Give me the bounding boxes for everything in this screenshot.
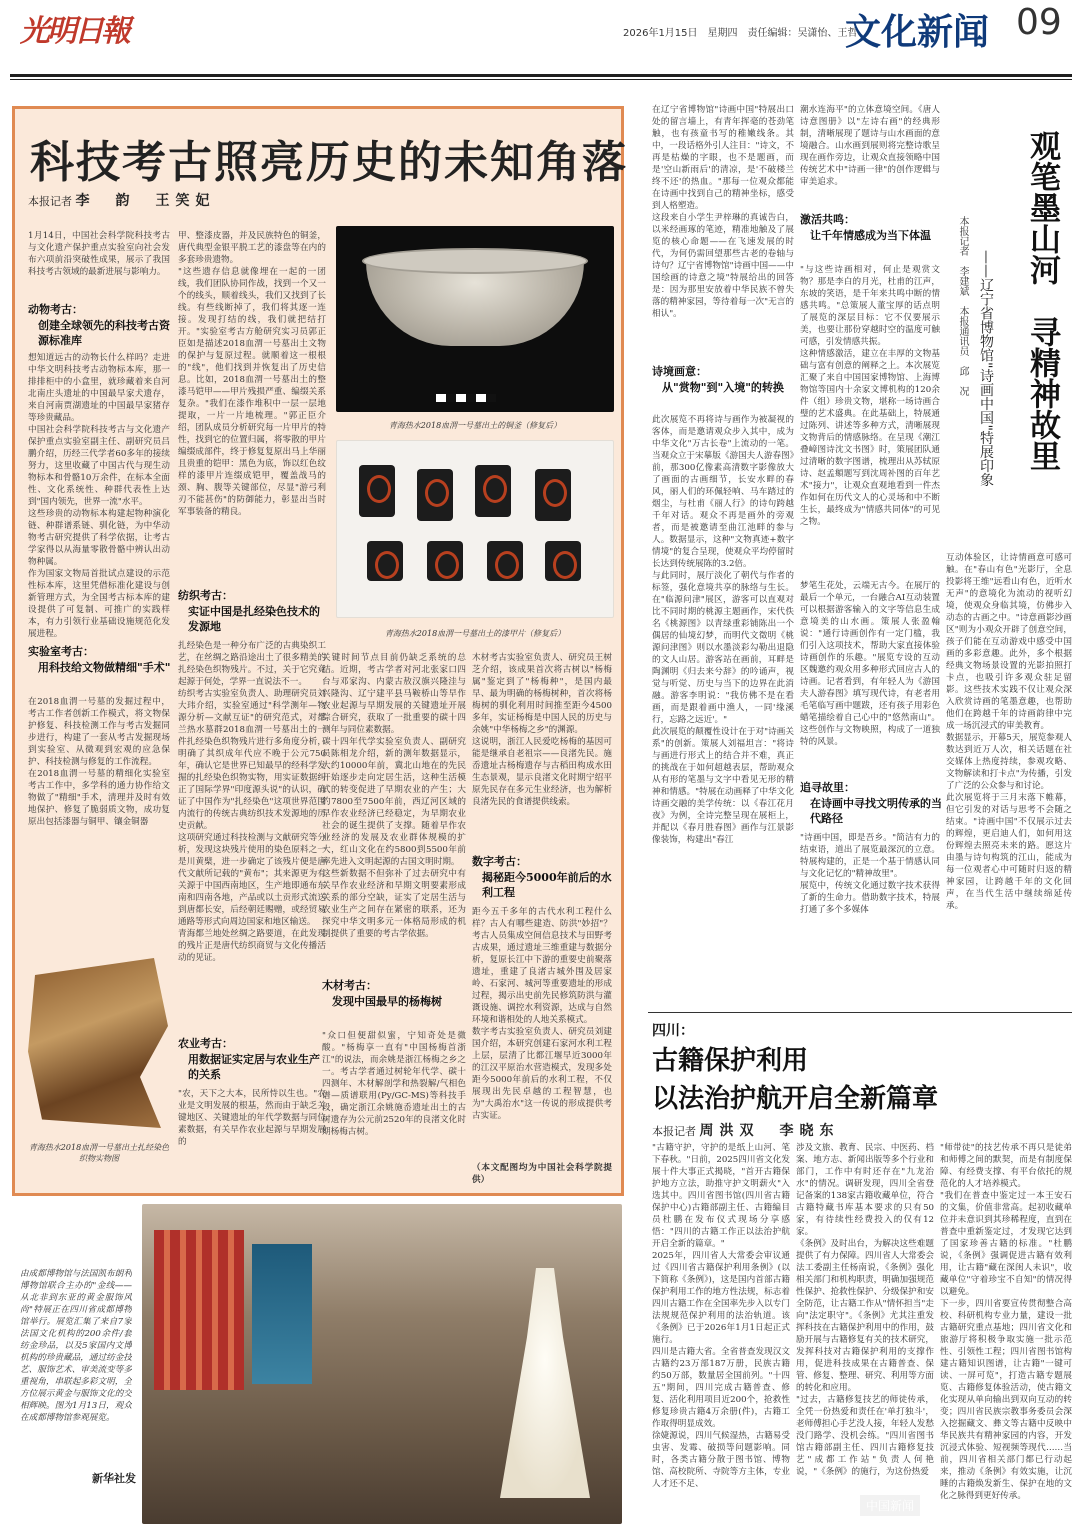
subheading-digital: 揭秘距今5000年前后的水利工程 [482, 871, 612, 899]
cauldron-rim [362, 248, 588, 274]
right-text-d: 互动体验区，让诗情画意可感可触。在"春山有色"光影厅，全息投影将王维"远看山有色，近听水无声"的意境化为流动的视听幻境，使观众身临其境，仿佛步入动态的古画之中。"诗意画影沙画区"则为小观众开辟了创意空间，孩子们能在互动游戏中感受中国画的多彩意趣。此外，多个根据经典文物场景设置的光影拍照打卡点，也吸引许多观众驻足留影。这些技术实践不仅让观众深入欣赏诗画的笔墨意趣，也帮助他们在跨越千年的诗画韵律中完成一场沉浸式的审美教育。 数据显示，开幕5天，展览参观人数达到近万人次，相关话题在社交媒体上热度持续，参观攻略、文物解读和打卡点"为传播，引发了广泛的公众参与和讨论。 此次展览将于三月末落下帷幕，但它引发的对话与思考不会随之结束。"诗画中国"不仅展示过去的辉煌，更启迪人们，如何用这份辉煌去照亮未来的路。愿这片由墨与诗句构筑的江山，能成为每一位观者心中可随时归返的精神家园，让跨越千年的文化回声，在当代生活中继续绵延传承。 [946, 553, 1072, 911]
armor-plate [487, 541, 523, 581]
right-heading-a2: 诗境画意： [652, 365, 707, 378]
byline-names: 周洪双 李晓东 [699, 1123, 840, 1139]
subheading-agri: 用数据证实定居与农业生产的关系 [188, 1053, 320, 1081]
lacquer-armor-photo [336, 440, 614, 618]
armor-plate [427, 541, 463, 581]
museum-exhibition-photo [142, 1204, 622, 1524]
section-title: 文化新闻 [845, 11, 990, 53]
byline-prefix: 本报记者 [28, 195, 72, 208]
heading-digital: 数字考古： [472, 855, 527, 868]
bottom-text-3: "师带徒"的技艺传承不再只是徒弟和师傅之间的默契，而是有制度保障、有经费支撑、有平台依托的规范化的人才培养模式。 "我们在普查中鉴定过一本王安石的文集，价值非常高。起初收藏单位并未意识到其珍稀程度，直到在普查中重新鉴定过，才发现它达到了国家珍善古籍的标准。"杜鹏说，《条例》强调促进古籍有效利用，让古籍"藏在深闺人未识"，收藏单位"守着珍宝不自知"的情况得以避免。 下一步，四川省要宣传贯彻整合高校、科研机构专业力量，建设一批古籍研究重点基地；四川省文化和旅游厅将积极争取实施一批示范性、引领性工程；四川省图书馆构建古籍知识图谱，让古籍"一键可读、一屏可览"，打造古籍专题展览、古籍修复体验活动，使古籍文化实现从单向输出到双向互动的转变；四川省民族宗教事务委员会深入挖掘藏文、彝文等古籍中反映中华民族共有精神家园的内容，开发沉浸式体验、短视频等现代……当前，四川省相关部门都已行动起来，推动《条例》有效实施，让沉睡的古籍焕发新生、保护在地的文化之脉得到更好传承。 [940, 1143, 1072, 1501]
bottom-article-title-1: 古籍保护利用 [652, 1046, 809, 1076]
text-animal: 想知道远古的动物长什么样吗？走进中华文明科技考古动物标本库，那一排排柜中的小盒里，就珍藏着来自河北南庄头遗址的中国最早家犬遗存，来自河南贾湖遗址的中国最早家猪存等珍贵藏品。 中国社会科学院科技考古与文化遗产保护重点实验室副主任、副研究员吕鹏介绍，历经三代学者60多年的接续努力，这里收藏了中国古代与现生动物标本和骨骼10万余件，在标本全面性、文化系统性、种群代表性上达到"国内领先，世界一流"水平。 这些珍贵的动物标本构建起物种演化链、种群谱系链、驯化链，为中华动物考古研究提供了科学依据，让考古学家得以从海量零散骨骼中辨认出动物种属。 作为国家文物局首批试点建设的示范性标本库，这里凭借标准化建设与创新管理方式，为全国考古标本库的建设提供了可复制、可推广的实践样本，有力引领行业基础设施规范化发展进程。 [28, 353, 170, 639]
caption-bowl: 青海热水2018血渭一号墓出土的铜釜（修复后） [388, 421, 562, 430]
text-textile: 扎经染色是一种分布广泛的古典染织工艺，在丝绸之路沿途出土了很多精美的扎经染色织物残片。不过，关于它究竟起源于何处，学界一直说法不一。 纺织考古实验室负责人、助理研究员刘大玮介绍，实验室通过"科学测年—物源分析—文献互证"的研究范式，对都兰热水墓群2018血渭一号墓出土的一件扎经染色织物残片进行多角度分析，明确了其织成年代应不晚于公元750年，确认它是世界已知最早的经科学发掘的扎经染色织物实物，用实证数据纠正了国际学界"印度源头说"的认识，确证了中国作为"扎经染色"这项世界范围内流行的传统古典纺织技术发源地的历史贡献。 这项研究通过科技检测与文献研究等分析，发现这块残片使用的染色原料之一是川黄檗，进一步确定了该残片便是唐代文献所记载的"黄布"；其来源更为有关源于中国西南地区，生产地即通布东南和四南各地，产品或以土贡形式流送到唐都长安，后经朝廷赐赠，或经贸易通路等形式向周边国家和地区输送。 青海都兰地处丝绸之路要道，在此发现的残片正是唐代纺织商贸与文化传播活动的见证。 [178, 641, 326, 963]
armor-plate [367, 541, 403, 581]
text-digital: 距今五千多年的古代水利工程什么样？古人有哪些建造、防洪"妙招"？考古人员集成空间信息技术与田野考古成果，通过遗址三维重建与数据分析，复原长江中下游的重要史前聚落遗址，重建了良渚古城外围及居家岭、石家河、城河等重要遗址的形成过程，揭示出史前先民修筑防洪与灌溉设施、调控水利资源，达成与自然环境和谐相处的人地关系模式。 数字考古实验室负责人、研究员刘建国介绍，本研究创建石家河水利工程上层，层清了比都江堰早近3000年的江汉平原治水营造模式，发现多处距今5000年前后的水利工程，不仅展现出先民卓越的工程智慧，也为"大禹治水"这一传说的形成提供考古实证。 [472, 907, 612, 1121]
right-article-subtitle: ——辽宁省博物馆"诗画中国"特展印象 [978, 250, 994, 487]
right-heading-b1: 激活共鸣： [800, 213, 855, 226]
bottom-article-byline [652, 1120, 840, 1140]
subheading-wood: 发现中国最早的杨梅树 [332, 995, 442, 1008]
armor-plate [359, 465, 395, 517]
right-text-b: 潮水连海平"的立体意境空间。《唐人诗意图册》以"左诗右画"的经典形制，清晰展现了题诗与山水画面的意境融合。山水画到展则将完整诗歌呈现在画作旁边，让观众直接领略中国传统艺术中"诗画一律"的创作逻辑与审美追求。 [800, 105, 940, 187]
scale-bar [436, 394, 496, 402]
right-article-title: 观笔墨山河 寻精神故里 [1024, 130, 1060, 471]
issue-meta: 2026年1月15日 星期四 责任编辑：吴潇怡、王哲 [623, 28, 858, 39]
feature-headline: 科技考古照亮历史的未知角落 [30, 137, 628, 188]
heading-wood: 木材考古： [322, 979, 377, 992]
white-dress-exhibit [500, 1268, 590, 1498]
heading-agri: 农业考古： [178, 1037, 233, 1050]
header-rule-thin [10, 79, 1072, 80]
bottom-text-2: 涉及文旅、教育、民宗、中医药、档案、地方志、新闻出版等多个行业和部门，工作中有时还存在"九龙治水"的情况。调研发现，四川全省登记备案的138家古籍收藏单位，符合古籍特藏书库基本要求的只有50家，有待续性经费投入的仅有12家。 《条例》及时出台，为解决这些难题提供了有力保障。四川省人大常委会法工委副主任杨南说，《条例》强化相关部门和机构职责，明确加强规范性保护、抢救性保护、分级保护和安全防范，让古籍工作从"情怀担当"走向"法定职守"。《条例》尤其注重发挥科技在古籍保护利用中的作用，鼓励开展与古籍修复有关的技术研究，发挥科技对古籍保护利用的支撑作用，促进科技成果在古籍普查、保管、修复、整理、研究、利用等方面的转化和应用。 "过去，古籍修复技艺的师徒传承，全凭一份热爱和责任在'单打独斗'，老师傅担心手艺没人接，年轻人发愁没门路学、没机会练。"四川省图书馆古籍部副主任、四川古籍修复技艺"成都工作站"负责人何艳说，"《条例》的施行，为这份热爱 [796, 1143, 934, 1477]
museum-photo-credit: 新华社发 [92, 1472, 136, 1485]
page-number: 09 [1016, 2, 1062, 43]
armor-plate [475, 465, 511, 517]
heading-animal: 动物考古： [28, 303, 83, 316]
red-robe-exhibit [154, 1230, 244, 1390]
feature-byline [28, 190, 216, 210]
byline-names: 李 韵 王笑妃 [75, 193, 216, 209]
bottom-article-title-2: 以法治护航开启全新篇章 [652, 1084, 939, 1114]
subheading-lab: 用科技给文物做精细"手术" [38, 661, 171, 674]
right-text-a: 在辽宁省博物馆"诗画中国"特展出口处的留言墙上，有青年挥毫的苍劲笔触，也有孩童书写的稚嫩线条。其中，一段话格外引人注目："诗文，不再是枯燥的字眼，也不是题画，而是'空山新雨后'的清凉，是'不破楼兰终不还'的热血。"那每一位观众都能在诗画中找到自己的精神坐标，感受到人格塑造。 这段来自小学生尹梓琳的真诚告白，以米经画琢的笔迹，精准地触及了展览的核心命题——在飞速发展的时代，为何仍需回望那些古老的卷轴与诗句？辽宁省博物馆"诗画中国——中国绘画的诗意之境"特展给出的回答是：因为那里安放着中华民族不曾失落的精神家园，等待着每一次"无言的相认"。 [652, 105, 794, 319]
heading-lab: 实验室考古： [28, 645, 94, 658]
right-heading-c2: 追寻故里： [800, 781, 855, 794]
right-subheading-a2: 从"赏物"到"入境"的转换 [662, 381, 784, 394]
watermark: 中国新闻 [860, 1495, 920, 1516]
bottom-article-rule [648, 1012, 1072, 1013]
byline-prefix: 本报记者 [652, 1125, 696, 1138]
blue-robe-exhibit [252, 1244, 312, 1384]
right-text-c: 梦笔生花处，云端无古今。在展厅的最后一个单元，一台融合AI互动装置可以根据游客输入的文字等信息生成意境美的山水画。策展人张盈翰说："通行诗画创作有一定门槛，我们引入这项技术，帮助大家直接体验诗画创作的乐趣。"展览专设的互动区魏邀约观众用多种形式回应古人的诗画。记者看到，有年轻人为《游国夫人游春图》填写现代诗，有老者用毛笔临写画中题跋，还有孩子用彩色蜡笔描绘着自己心中的"悠然南山"。这些创作与文物映照，构成了一道独特的风景。 [800, 581, 940, 747]
bottom-text-1: "古籍守护，守护的是纸上山河、笔下春秋。"日前，2025四川省文化发展十件大事正式揭晓，"首开古籍保护地方立法，助推守护文明薪火"入选其中。四川省图书馆(四川省古籍保护中心)古籍部副主任、古籍编目员杜鹏在发布仪式现场分享感悟："四川的古籍工作正以法治护航开启全新的篇章。" 2025年，四川省人大常委会审议通过《四川省古籍保护利用条例》(以下简称《条例》)，这是国内首部古籍保护利用工作的地方性法规，标志着四川古籍工作在全国率先步入以专门法规规范保护利用的法治轨道。该《条例》已于2026年1月1日起正式施行。 四川是古籍大省。全省普查发现汉文古籍约23万部187万册，民族古籍约50万部，数量居全国前列。"十四五"期间，四川完成古籍普查、修复、活化利用项目近200个，抢救性修复珍贵古籍4万余册(件)，古籍工作取得明显成效。 徐婕源说，四川气候湿热，古籍易受虫害、发霉、破损等问题影响。同时，各类古籍分散于图书馆、博物馆、高校院所、寺院等方主体，专业人才还不足、 [652, 1143, 790, 1489]
newspaper-masthead: 光明日報 [20, 14, 128, 49]
right-subheading-b1: 让千年情感成为当下体温 [810, 229, 931, 242]
museum-photo-caption: 由成都博物馆与法国凯布朗利博物馆联合主办的"金线——从北非到东亚的黄金服饰风尚"特展正在四川省成都博物馆举行。展览汇集了来自7家法国文化机构的200余件/套纺金珍品，以及5家国内文博机构的珍贵藏品，通过纺金技艺、服饰艺术、审美流变等多重视角，串联起多彩文明，全方位展示黄金与服饰文化的交相辉映。图为1月13日，观众在成都博物馆参观展览。 [20, 1269, 132, 1423]
text-lab: 在2018血渭一号墓的发掘过程中，考古工作者创新工作模式，将文物保护修复、科技检测工作与考古发掘同步进行，构建了一套从考古发掘现场到实验室、从微观到宏观的应急保护、科技检测与修复的工作流程。 在2018血渭一号墓的精细化实验室考古工作中，多学科的通力协作给文物做了"精细"手术，清理并及时有效地保护、修复了脆弱质文物，成功复原出包括漆器与铜甲、镶金铜器 [28, 697, 170, 827]
feature-intro: 1月14日，中国社会科学院科技考古与文化遗产保护重点实验室向社会发布六项前沿突破性成果，展示了我国科技考古领域的最新进展与影响力。 [28, 231, 170, 277]
right-subheading-c2: 在诗画中寻找文明传承的当代路径 [810, 797, 942, 825]
right-article-byline: 本报记者 李建斌 本报通讯员 邱 况 [957, 216, 968, 396]
bronze-cauldron-photo [336, 226, 614, 412]
right-text-a2: 此次展览不再将诗与画作为被凝视的客体，而是邀请观众步入其中，成为中华文化"万古长卷"上流动的一笔。当观众立于宋摹版《游国夫人游春图》前，那300亿像素高清数字影像放大了画面的古画细节，长安水畔的春风，丽人们的环佩轻响、马车踏过的烟尘，与杜甫《丽人行》的诗句跨越千年对话。观众不再是画外的旁观者，而是被邀请至曲江池畔的参与人。数据显示，这种"文物真迹+数字情境"的复合呈现，使观众平均停留时长达到传统展陈的3.2倍。 与此同时，展厅淡化了朝代与作者的标签，强化意境共享的脉络与生长。在"临源问津"展区，游客可以直观对比不同时期的桃源主题画作，宋代佚名《桃源图》以青绿重彩铺陈出一个偶居的仙境幻梦，而明代文徵明《桃源问津图》则以水墨淡彩勾勒出退隐的文人山居。游客站在画前，耳畔是陶渊明《归去来兮辞》的吟诵声，视觉与听觉、历史与当下的边界在此消融。游客李明说："我仿佛不是在看画，而是跟着画中渔人，一同'缘溪行，忘路之远近'。" 此次展览的颠覆性设计在于对"诗画关系"的创新。策展人刘福坦言："将诗与画进行形式上的结合并不难，真正的挑战在于如何超越表层，帮助观众从有形的笔墨与文字中看见无形的精神和情感。"特展在动画释了中华文化诗画交融的美学传统：以《春江花月夜》为例，全诗完整呈现在展柜上，并配以《春月胜春图》画作与江景影像装饰，构建出"春江 [652, 415, 794, 845]
armor-plate [545, 541, 581, 581]
text-lab-continued: 甲、整漆皮器，并及民族特色的铜釜，唐代典型金银平脱工艺的漆盘等在内的多套珍贵遗物。 "这些遗存信息就像埋在一起的一团线，我们团队协同作战，找到一个又一个的线头，顺着线头，我们又找到了长线。有些线断掉了，我们将其逐一连接。发现打结的线，我们就把结打开。"实验室考古方舱研究实习员郭正臣如是描述2018血渭一号墓出土文物的保护与复原过程。就顺着这一根根的"线"，他们找到并恢复出了历史信息。比如，2018血渭一号墓出土的整漆马铠甲——甲片残损严重、编缀关系复杂。"我们在漆作堆积中一层一层地提取，一片一片地梳理。"郭正臣介绍，团队成员分析研究每一片甲片的特性，找到它的位置归属，将零散的甲片编缀成部件，终于修复复原出马上华丽且贵重的铠甲：黑色为底，饰以红色纹样的漆甲片连缀成铠甲，覆盖战马的颈、胸、腹等关键部位，尽显"游弓利刃不能甚伤"的防御能力，彰显出当时军事装备的精良。 [178, 231, 326, 517]
photo-credit-note: （本文配图均为中国社会科学院提供） [472, 1163, 612, 1185]
text-wood-continued: 木材考古实验室负责人、研究员王树芝介绍，该成果首次将古树以"杨梅属"鉴定到了"杨梅种"，是国内最早、最为明确的杨梅树种，首次将杨梅树的驯化利用时间推至距今4500多年，实证杨梅是中国人民的历史与余姚"中华杨梅之乡"的渊源。 这说明，浙江人民爱吃杨梅的基因可能是继承自老祖宗——良渚先民。施岙遗址古杨梅遗存与古稻田构成水田生态景观，显示良渚文化时期宁绍平原先民存在多元生业经济，也为解析良渚先民的食谱提供线索。 [472, 653, 612, 807]
textile-fragment-photo [28, 958, 168, 1128]
text-agri: "农，天下之大本，民所恃以生也。"农业是文明发展的根基，然而由于缺乏关键地区、关键遗址的年代学数据与同位素数据，有关早作农业起源与早期发展的 [178, 1089, 326, 1147]
text-agri-continued: 关键时间节点目前仍缺乏系统的总结。近期，考古学者对河北张家口四台与邓家沟、内蒙古敖汉旗兴隆洼与兴隆沟、辽宁建平县马鞍桥山等早作农业起源与早期发展的关键遗址开展综合研究，获取了一批重要的碳十四测年与同位素数据。 碳十四年代学实验室负责人、副研究员陈相龙介绍，新的测年数据显示，大约10000年前，冀北山地在的先民开始逐步走向定居生活，这种生活模式的转变促进了早期农业的产生；大约7800至7500年前，西辽河区域的早作农业经济已经稳定，为早期农业社会的诞生提供了支撑。随着早作农业经济的发展及农业群体规模的扩大，红山文化在约5800到5500年前率先进入文明起源的古国文明时期。 这些新数据不但弥补了过去研究中有关早作农业经济和早期文明要素形成关系的部分空缺，证实了定居生活与农业生产之间存在紧密的联系，还为探究中华文明多元一体格局形成的机制提供了重要的考古学依据。 [322, 653, 466, 939]
text-wood: "众口但便甜似蜜，宁知奇处是微酸。"杨梅享一直有"中国杨梅首浙江"的说法，而余姚是浙江杨梅之乡之一。考古学者通过树轮年代学、碳十四测年、木材解剖学和热裂解/气相色谱—质谱联用(Py/GC-MS)等科技手段，确定浙江余姚施岙遗址出土的古树遗存为公元前2520年的良渚文化时期杨梅古树。 [322, 1031, 466, 1137]
armor-plate [535, 469, 571, 521]
caption-armor: 青海热水2018血渭一号墓出土的漆甲片（修复后） [384, 629, 566, 638]
armor-plate [417, 469, 453, 521]
header-rule [10, 74, 1072, 77]
subheading-animal: 创建全球领先的科技考古资源标准库 [38, 319, 170, 347]
right-text-c2: "诗画中国，即是吾乡。"简洁有力的结束语，道出了展览最深沉的立意。特展构建的，正是一个基于情感认同与文化记忆的"精神故里"。 展览中，传统文化通过数字技术获得了新的生命力。借助数字技术，特展打通了多个多媒体 [800, 833, 940, 915]
subheading-textile: 实证中国是扎经染色技术的发源地 [188, 605, 320, 633]
caption-textile: 青海热水2018血渭一号墓出土扎经染色织物实物图 [28, 1143, 170, 1163]
bottom-article-label: 四川： [652, 1023, 694, 1039]
heading-textile: 纺织考古： [178, 589, 233, 602]
right-text-b1: "与这些诗画相对，何止是观赏文物？那是李白的月光，杜甫的江声，东坡的笑语，是千年来共鸣中断的情感共鸣。"总策展人董宝厚的话点明了展览的深层目标：它不仅要展示美，也要让那份穿越时空的温度可触可感，引发情感共振。 这种情感激活，建立在丰厚的文物基础与富有创意的阐释之上。本次展览汇聚了来自中国国家博物馆、上海博物馆等国内十余家文博机构的120余件（组）珍贵文物，堪称一场诗画合璧的艺术盛典。在此基础上，特展通过陈列、讲述等多种方式，清晰展现文物背后的情感脉络。在呈现《潮江叠嶂图诗沈文书图》时，策展团队通过清晰的数字图谱，梳理出从苏轼原诗、赵孟頫题写到沈周补图的百年艺术"接力"，让观众直观地看到一件杰作如何在历代文人的心灵场和中不断生长，最终成为"情感共同体"的可见之物。 [800, 265, 940, 527]
